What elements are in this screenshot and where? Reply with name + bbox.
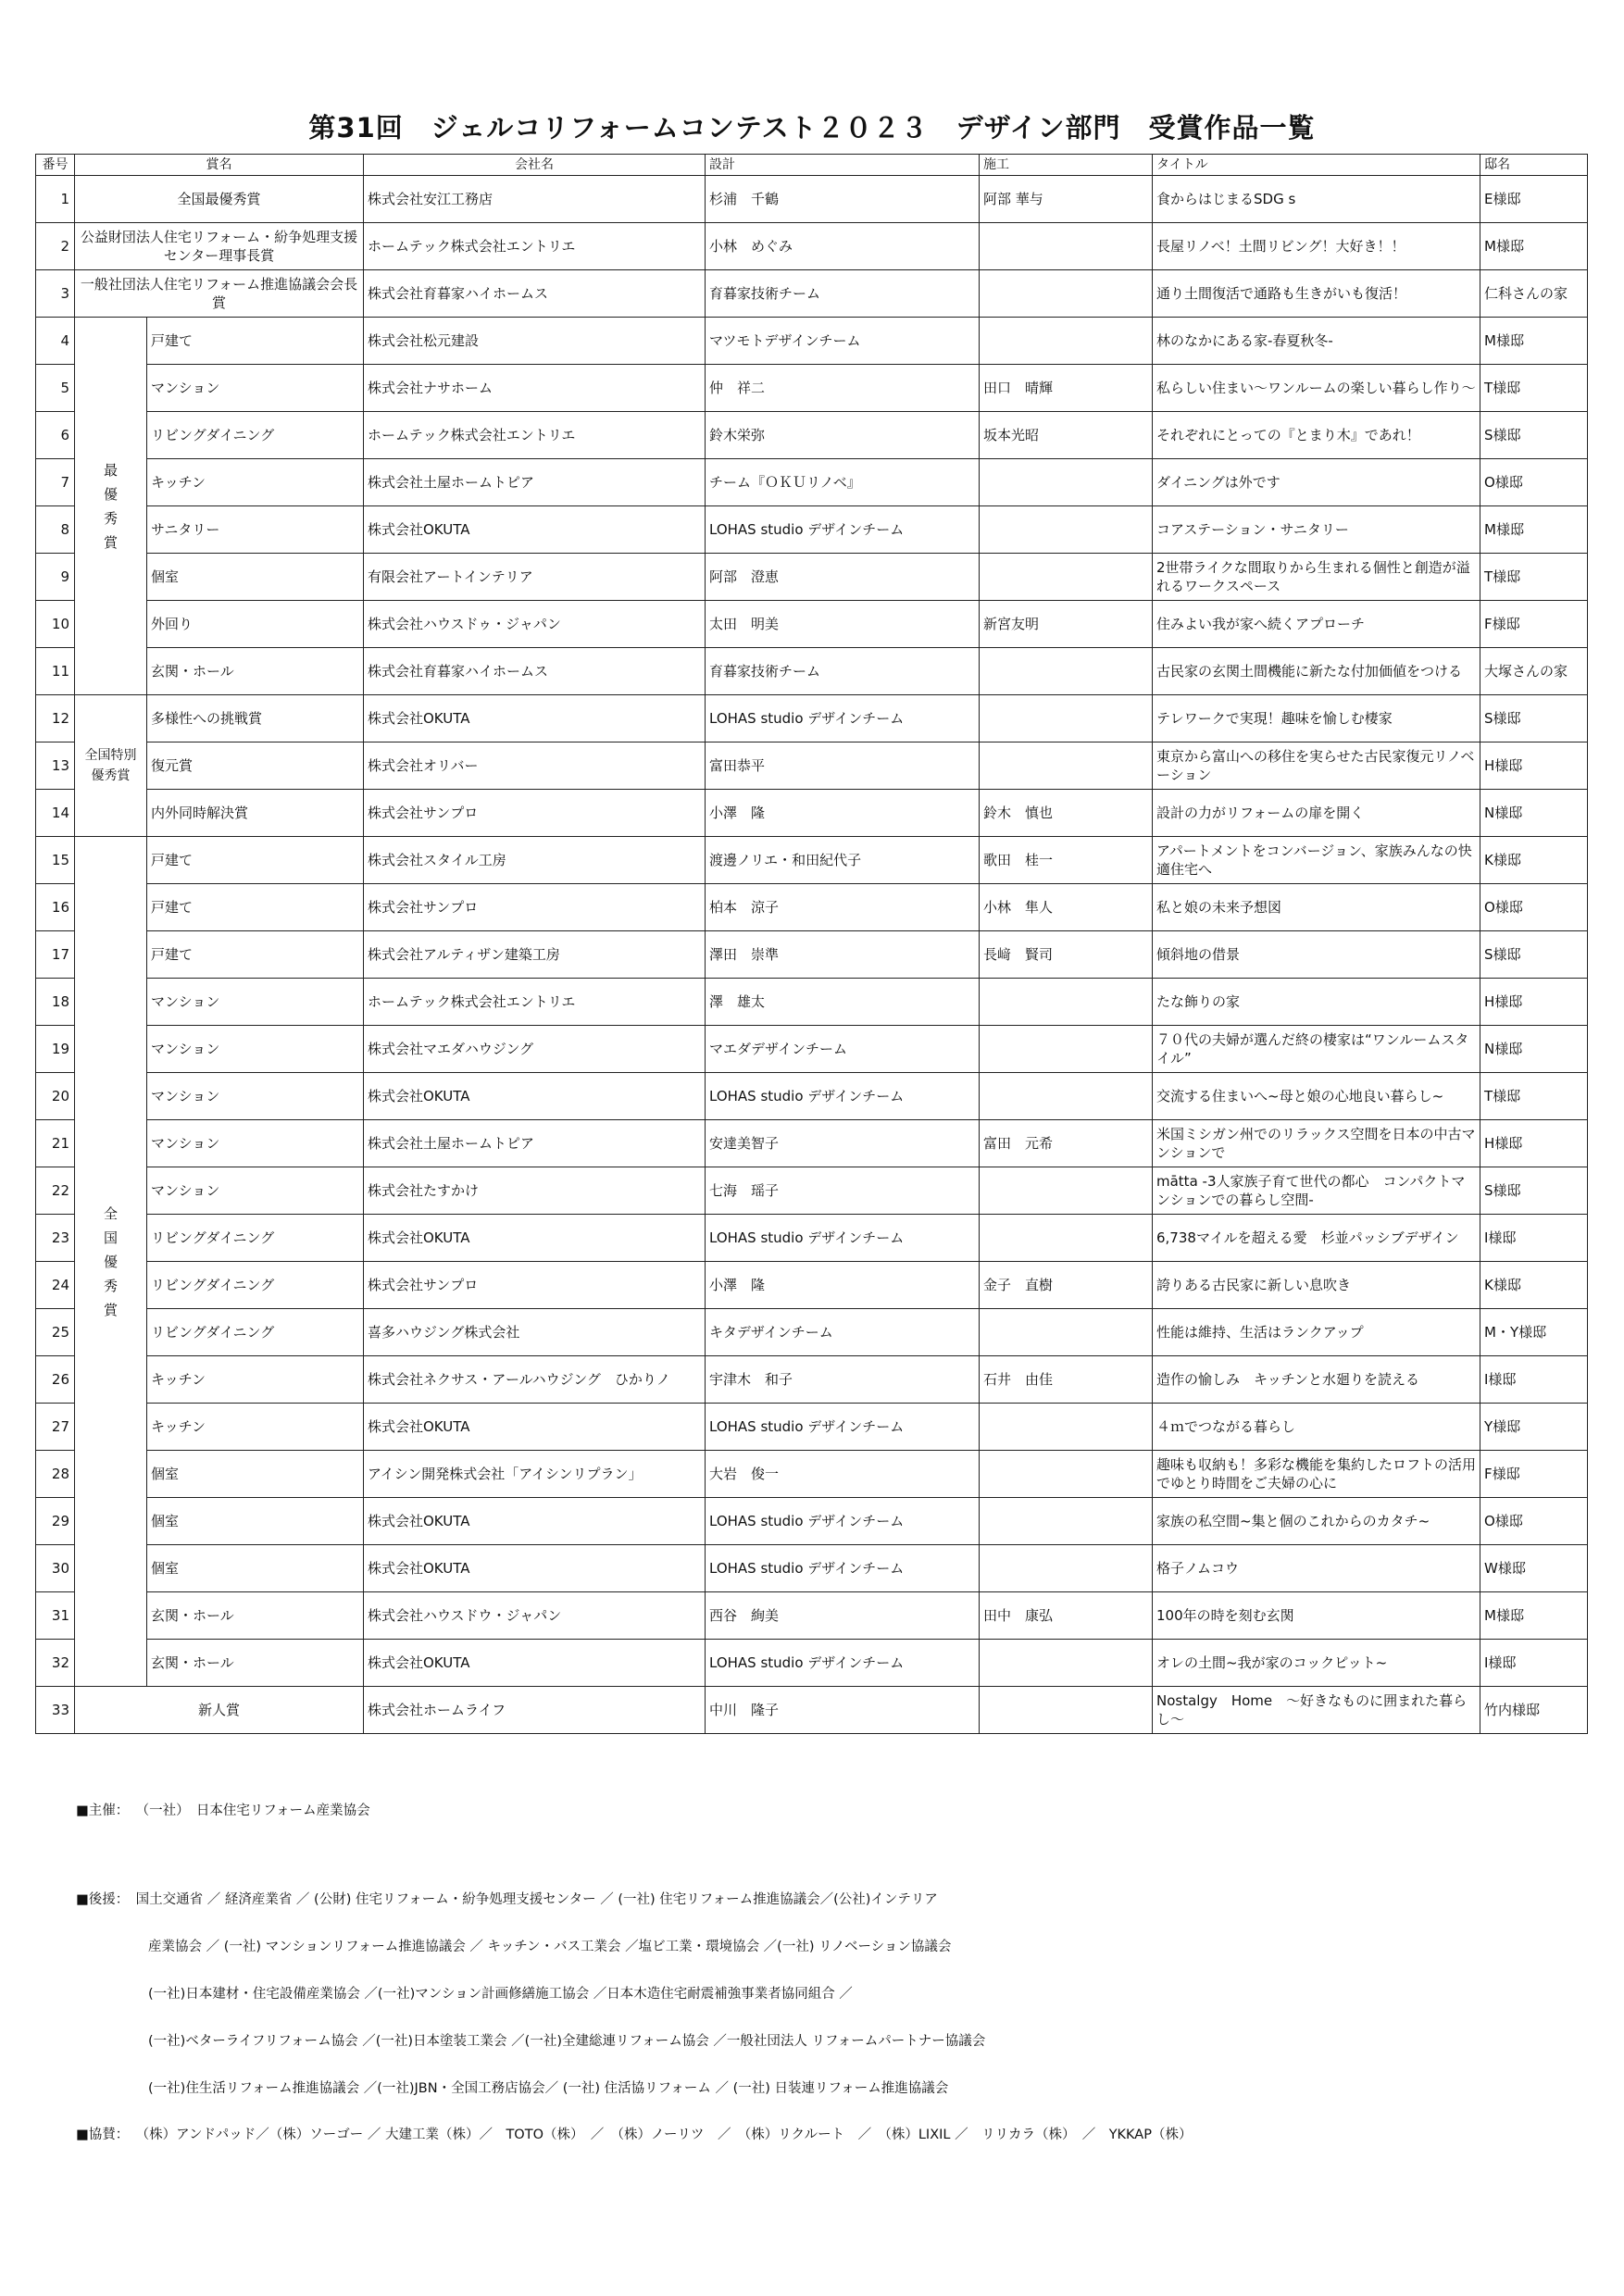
row-design: LOHAS studio デザインチーム [706,1640,980,1687]
row-construction: 石井 由佳 [980,1356,1153,1404]
row-construction [980,1215,1153,1262]
row-company: 株式会社ネクサス・アールハウジング ひかりノ [364,1356,706,1404]
row-no: 1 [36,176,75,223]
row-no: 20 [36,1073,75,1120]
table-row [36,1451,1588,1498]
row-design: 鈴木栄弥 [706,412,980,459]
row-company: 株式会社OKUTA [364,506,706,554]
row-house: M様邸 [1480,506,1588,554]
row-house: S様邸 [1480,412,1588,459]
table-row [36,837,1588,884]
header-company: 会社名 [364,155,706,176]
row-house: 仁科さんの家 [1480,270,1588,318]
row-construction [980,1404,1153,1451]
row-construction [980,223,1153,270]
row-house: I様邸 [1480,1640,1588,1687]
row-design: マツモトデザインチーム [706,318,980,365]
row-no: 25 [36,1309,75,1356]
row-title: 私と娘の未来予想図 [1153,884,1480,931]
support-label: ■後援： [76,1892,130,1907]
table-row [36,365,1588,412]
table-row [36,223,1588,270]
row-construction: 新宮友明 [980,601,1153,648]
table-row [36,1592,1588,1640]
support-text: (一社)ベターライフリフォーム協会 ／(一社)日本塗装工業会 ／(一社)全建総連リフォーム協会 ／一般社団法人 リフォームパートナー協議会 [148,2034,986,2049]
row-no: 33 [36,1687,75,1734]
row-company: 株式会社OKUTA [364,1404,706,1451]
row-title: 通り土間復活で通路も生きがいも復活！ [1153,270,1480,318]
row-company: 株式会社ハウスドウ・ジャパン [364,1592,706,1640]
footer-support-line [76,2030,985,2050]
row-award: マンション [147,365,364,412]
row-title: 2世帯ライクな間取りから生まれる個性と創造が溢れるワークスペース [1153,554,1480,601]
row-construction [980,554,1153,601]
row-house: Y様邸 [1480,1404,1588,1451]
row-house: S様邸 [1480,695,1588,742]
row-house: E様邸 [1480,176,1588,223]
row-no: 22 [36,1167,75,1215]
row-no: 26 [36,1356,75,1404]
row-no: 4 [36,318,75,365]
row-design: 宇津木 和子 [706,1356,980,1404]
row-house: K様邸 [1480,1262,1588,1309]
row-award: 多様性への挑戦賞 [147,695,364,742]
table-row [36,979,1588,1026]
footer-host [76,1800,370,1819]
row-design: LOHAS studio デザインチーム [706,695,980,742]
row-title: 設計の力がリフォームの扉を開く [1153,790,1480,837]
row-company: 株式会社OKUTA [364,1545,706,1592]
table-row [36,554,1588,601]
row-award: 戸建て [147,837,364,884]
row-no: 8 [36,506,75,554]
row-no: 18 [36,979,75,1026]
row-construction [980,1073,1153,1120]
header-house: 邸名 [1480,155,1588,176]
row-award: リビングダイニング [147,1215,364,1262]
row-company: ホームテック株式会社エントリエ [364,979,706,1026]
row-design: 育暮家技術チーム [706,270,980,318]
table-row [36,1687,1588,1734]
row-no: 9 [36,554,75,601]
row-construction: 坂本光昭 [980,412,1153,459]
row-no: 16 [36,884,75,931]
row-house: I様邸 [1480,1356,1588,1404]
row-no: 17 [36,931,75,979]
row-no: 27 [36,1404,75,1451]
row-title: 家族の私空間~集と個のこれからのカタチ~ [1153,1498,1480,1545]
row-construction [980,648,1153,695]
table-row [36,1167,1588,1215]
footer-support-line [76,2078,948,2097]
row-award: 個室 [147,1498,364,1545]
row-construction [980,1451,1153,1498]
row-company: 株式会社サンプロ [364,790,706,837]
row-house: O様邸 [1480,459,1588,506]
row-design: キタデザインチーム [706,1309,980,1356]
row-design: 安達美智子 [706,1120,980,1167]
row-award: 戸建て [147,884,364,931]
row-no: 14 [36,790,75,837]
row-company: 株式会社OKUTA [364,1498,706,1545]
row-award: キッチン [147,459,364,506]
table-row [36,1026,1588,1073]
row-design: 仲 祥二 [706,365,980,412]
table-row [36,1498,1588,1545]
row-design: 富田恭平 [706,742,980,790]
row-company: 株式会社土屋ホームトピア [364,1120,706,1167]
table-header-row [36,155,1588,176]
row-award: 復元賞 [147,742,364,790]
row-title: Nostalgy Home ～好きなものに囲まれた暮らし～ [1153,1687,1480,1734]
row-title: 古民家の玄関土間機能に新たな付加価値をつける [1153,648,1480,695]
row-design: 柏本 涼子 [706,884,980,931]
row-title: 住みよい我が家へ続くアプローチ [1153,601,1480,648]
row-no: 10 [36,601,75,648]
row-award: 玄関・ホール [147,1640,364,1687]
row-company: 有限会社アートインテリア [364,554,706,601]
row-no: 2 [36,223,75,270]
sponsor-label: ■協賛： [76,2128,130,2142]
row-design: 澤田 崇準 [706,931,980,979]
row-design: 西谷 絢美 [706,1592,980,1640]
table-row [36,1120,1588,1167]
row-title: テレワークで実現！趣味を愉しむ棲家 [1153,695,1480,742]
row-construction: 阿部 華与 [980,176,1153,223]
header-award: 賞名 [75,155,364,176]
row-no: 29 [36,1498,75,1545]
row-title: 100年の時を刻む玄関 [1153,1592,1480,1640]
table-row [36,648,1588,695]
row-design: 澤 雄太 [706,979,980,1026]
row-construction [980,742,1153,790]
sponsor-text: （株）アンドパッド／（株）ソーゴー ／ 大建工業（株）／ TOTO（株） ／ （株）ノーリツ ／ （株）リクルート ／ （株）LIXIL ／ リリカラ（株） ／ YKKAP（株） [135,2128,1193,2142]
row-house: N様邸 [1480,790,1588,837]
row-no: 23 [36,1215,75,1262]
row-no: 7 [36,459,75,506]
row-title: 趣味も収納も！多彩な機能を集約したロフトの活用でゆとり時間をご夫婦の心に [1153,1451,1480,1498]
row-award: 新人賞 [75,1687,364,1734]
row-award: 全国最優秀賞 [75,176,364,223]
table-row [36,601,1588,648]
row-title: 格子ノムコウ [1153,1545,1480,1592]
row-construction [980,459,1153,506]
table-row [36,1545,1588,1592]
row-design: 阿部 澄恵 [706,554,980,601]
row-no: 13 [36,742,75,790]
table-row [36,1356,1588,1404]
table-row [36,1309,1588,1356]
table-row [36,1640,1588,1687]
row-award: マンション [147,979,364,1026]
row-award: サニタリー [147,506,364,554]
row-house: 大塚さんの家 [1480,648,1588,695]
row-construction [980,1309,1153,1356]
row-company: 株式会社サンプロ [364,884,706,931]
row-construction [980,979,1153,1026]
row-title: たな飾りの家 [1153,979,1480,1026]
row-design: 七海 瑶子 [706,1167,980,1215]
row-no: 19 [36,1026,75,1073]
table-row [36,1262,1588,1309]
row-design: LOHAS studio デザインチーム [706,1215,980,1262]
row-house: M様邸 [1480,223,1588,270]
row-award: 個室 [147,554,364,601]
row-title: 6,738マイルを超える愛 杉並パッシブデザイン [1153,1215,1480,1262]
table-row [36,318,1588,365]
row-house: H様邸 [1480,979,1588,1026]
row-design: LOHAS studio デザインチーム [706,1545,980,1592]
table-row [36,790,1588,837]
table-row [36,176,1588,223]
row-award: 個室 [147,1451,364,1498]
row-award: マンション [147,1026,364,1073]
host-text: （一社） 日本住宅リフォーム産業協会 [135,1803,370,1818]
row-award: 玄関・ホール [147,1592,364,1640]
row-construction [980,318,1153,365]
table-row [36,459,1588,506]
row-house: N様邸 [1480,1026,1588,1073]
row-award: 玄関・ホール [147,648,364,695]
table-row [36,884,1588,931]
table-row [36,412,1588,459]
host-label: ■主催： [76,1803,130,1818]
awards-table [35,154,1588,1734]
row-award: 一般社団法人住宅リフォーム推進協議会会長賞 [75,270,364,318]
row-title: ７０代の夫婦が選んだ終の棲家は“ワンルームスタイル” [1153,1026,1480,1073]
row-title: コアステーション・サニタリー [1153,506,1480,554]
row-house: S様邸 [1480,931,1588,979]
table-row [36,270,1588,318]
row-no: 28 [36,1451,75,1498]
row-no: 24 [36,1262,75,1309]
row-construction [980,1026,1153,1073]
row-design: 育暮家技術チーム [706,648,980,695]
page-title: 第31回 ジェルコリフォームコンテスト２０２３ デザイン部門 受賞作品一覧 [308,112,1316,144]
row-company: 株式会社OKUTA [364,1073,706,1120]
table-row [36,1404,1588,1451]
row-construction: 鈴木 慎也 [980,790,1153,837]
row-award: キッチン [147,1356,364,1404]
row-company: 株式会社ハウスドゥ・ジャパン [364,601,706,648]
row-title: 性能は維持、生活はランクアップ [1153,1309,1480,1356]
row-construction: 田口 晴輝 [980,365,1153,412]
row-design: マエダデザインチーム [706,1026,980,1073]
table-row [36,742,1588,790]
row-award: マンション [147,1073,364,1120]
row-company: 株式会社育暮家ハイホームス [364,270,706,318]
row-house: 竹内様邸 [1480,1687,1588,1734]
row-construction: 長﨑 賢司 [980,931,1153,979]
row-design: LOHAS studio デザインチーム [706,1404,980,1451]
table-row [36,1073,1588,1120]
row-construction [980,270,1153,318]
row-company: 株式会社スタイル工房 [364,837,706,884]
row-design: LOHAS studio デザインチーム [706,506,980,554]
support-text: 国土交通省 ／ 経済産業省 ／ (公財) 住宅リフォーム・紛争処理支援センター ／ (一社) 住宅リフォーム推進協議会／(公社)インテリア [135,1892,938,1907]
row-company: 株式会社土屋ホームトピア [364,459,706,506]
footer-sponsor [76,2124,1192,2143]
table-row [36,506,1588,554]
row-design: LOHAS studio デザインチーム [706,1498,980,1545]
header-no: 番号 [36,155,75,176]
row-no: 6 [36,412,75,459]
row-title: 林のなかにある家-春夏秋冬- [1153,318,1480,365]
group-label-saiyushu: 最 優 秀 賞 [75,318,147,695]
footer-support-line [76,1889,938,1908]
row-house: M・Y様邸 [1480,1309,1588,1356]
row-design: LOHAS studio デザインチーム [706,1073,980,1120]
footer-support-line [76,1983,853,2003]
row-no: 15 [36,837,75,884]
row-no: 21 [36,1120,75,1167]
row-title: 長屋リノベ！土間リビング！大好き！！ [1153,223,1480,270]
row-company: 喜多ハウジング株式会社 [364,1309,706,1356]
group-label-yushu: 全 国 優 秀 賞 [75,837,147,1687]
row-award: 外回り [147,601,364,648]
row-title: 私らしい住まい～ワンルームの楽しい暮らし作り～ [1153,365,1480,412]
row-no: 5 [36,365,75,412]
row-design: 中川 隆子 [706,1687,980,1734]
row-design: 小澤 隆 [706,790,980,837]
support-text: (一社)日本建材・住宅設備産業協会 ／(一社)マンション計画修繕施工協会 ／日本木造住宅耐震補強事業者協同組合 ／ [148,1987,853,2002]
row-award: 公益財団法人住宅リフォーム・紛争処理支援センター理事長賞 [75,223,364,270]
row-award: マンション [147,1120,364,1167]
row-title: 傾斜地の借景 [1153,931,1480,979]
row-construction: 金子 直樹 [980,1262,1153,1309]
footer-support-line [76,1936,951,1955]
row-company: ホームテック株式会社エントリエ [364,412,706,459]
row-design: 小林 めぐみ [706,223,980,270]
row-construction [980,1687,1153,1734]
row-title: 食からはじまるSDG s [1153,176,1480,223]
row-company: 株式会社ナサホーム [364,365,706,412]
row-no: 12 [36,695,75,742]
row-construction [980,695,1153,742]
row-company: 株式会社サンプロ [364,1262,706,1309]
row-design: 太田 明美 [706,601,980,648]
row-construction: 富田 元希 [980,1120,1153,1167]
row-house: F様邸 [1480,1451,1588,1498]
row-house: T様邸 [1480,365,1588,412]
row-no: 3 [36,270,75,318]
row-house: S様邸 [1480,1167,1588,1215]
row-no: 31 [36,1592,75,1640]
row-house: O様邸 [1480,884,1588,931]
row-company: アイシン開発株式会社「アイシンリプラン」 [364,1451,706,1498]
row-house: K様邸 [1480,837,1588,884]
row-company: 株式会社OKUTA [364,1640,706,1687]
table-row [36,931,1588,979]
row-award: 戸建て [147,931,364,979]
row-no: 32 [36,1640,75,1687]
row-design: 渡邊ノリエ・和田紀代子 [706,837,980,884]
row-construction: 田中 康弘 [980,1592,1153,1640]
row-design: チーム『ＯＫＵリノベ』 [706,459,980,506]
header-work-title: タイトル [1153,155,1480,176]
row-company: 株式会社育暮家ハイホームス [364,648,706,695]
row-no: 30 [36,1545,75,1592]
row-title: アパートメントをコンバージョン、家族みんなの快適住宅へ [1153,837,1480,884]
row-award: マンション [147,1167,364,1215]
row-title: 東京から富山への移住を実らせた古民家復元リノベーション [1153,742,1480,790]
row-house: O様邸 [1480,1498,1588,1545]
row-award: リビングダイニング [147,1262,364,1309]
row-title: ４ｍでつながる暮らし [1153,1404,1480,1451]
header-design: 設計 [706,155,980,176]
row-company: 株式会社アルティザン建築工房 [364,931,706,979]
row-company: ホームテック株式会社エントリエ [364,223,706,270]
row-house: I様邸 [1480,1215,1588,1262]
row-company: 株式会社ホームライフ [364,1687,706,1734]
row-company: 株式会社OKUTA [364,1215,706,1262]
row-house: F様邸 [1480,601,1588,648]
row-construction [980,1167,1153,1215]
row-title: ダイニングは外です [1153,459,1480,506]
row-company: 株式会社マエダハウジング [364,1026,706,1073]
row-construction [980,506,1153,554]
row-house: T様邸 [1480,1073,1588,1120]
table-row [36,695,1588,742]
row-construction: 小林 隼人 [980,884,1153,931]
row-title: 造作の愉しみ キッチンと水廻りを読える [1153,1356,1480,1404]
row-construction [980,1545,1153,1592]
row-award: リビングダイニング [147,1309,364,1356]
row-company: 株式会社たすかけ [364,1167,706,1215]
row-award: 戸建て [147,318,364,365]
row-design: 小澤 隆 [706,1262,980,1309]
support-text: (一社)住生活リフォーム推進協議会 ／(一社)JBN・全国工務店協会／ (一社) 住活協リフォーム ／ (一社) 日装連リフォーム推進協議会 [148,2081,949,2096]
row-design: 大岩 俊一 [706,1451,980,1498]
row-house: H様邸 [1480,1120,1588,1167]
row-company: 株式会社オリバー [364,742,706,790]
row-title: それぞれにとっての『とまり木』であれ！ [1153,412,1480,459]
row-title: 米国ミシガン州でのリラックス空間を日本の中古マンションで [1153,1120,1480,1167]
row-no: 11 [36,648,75,695]
row-title: mātta -3人家族子育て世代の都心 コンパクトマンションでの暮らし空間- [1153,1167,1480,1215]
row-title: オレの土間~我が家のコックピット~ [1153,1640,1480,1687]
row-construction [980,1640,1153,1687]
group-label-tokubetsu: 全国特別 優秀賞 [75,695,147,837]
row-house: T様邸 [1480,554,1588,601]
row-title: 誇りある古民家に新しい息吹き [1153,1262,1480,1309]
row-company: 株式会社安江工務店 [364,176,706,223]
row-construction: 歌田 桂一 [980,837,1153,884]
row-design: 杉浦 千鶴 [706,176,980,223]
row-construction [980,1498,1153,1545]
header-construction: 施工 [980,155,1153,176]
row-house: W様邸 [1480,1545,1588,1592]
row-house: M様邸 [1480,1592,1588,1640]
row-house: H様邸 [1480,742,1588,790]
table-row [36,1215,1588,1262]
row-award: リビングダイニング [147,412,364,459]
row-company: 株式会社松元建設 [364,318,706,365]
row-award: キッチン [147,1404,364,1451]
row-company: 株式会社OKUTA [364,695,706,742]
support-text: 産業協会 ／ (一社) マンションリフォーム推進協議会 ／ キッチン・バス工業会 ／塩ビ工業・環境協会 ／(一社) リノベーション協議会 [148,1940,952,1954]
row-title: 交流する住まいへ~母と娘の心地良い暮らし~ [1153,1073,1480,1120]
row-award: 個室 [147,1545,364,1592]
row-house: M様邸 [1480,318,1588,365]
row-award: 内外同時解決賞 [147,790,364,837]
